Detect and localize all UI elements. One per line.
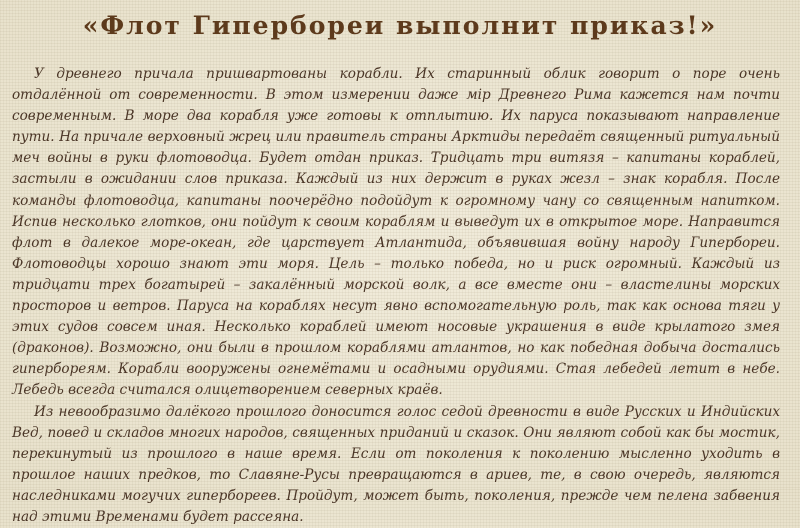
paragraph-1: У древнего причала пришвартованы корабли. Их старинный облик говорит о поре очень отдалённой от современности. В этом измерении даже мір Древнего Рима кажется нам почти современным. В море два корабля уже готовы к отплытию. Их паруса показывают направление пути. На причале верховный жрец или правитель страны Арктиды передаёт священный ритуальный меч войны в руки флотоводца. Будет отдан приказ. Тридцать три витязя – капитаны кораблей, застыли в ожидании слов приказа. Каждый из них держит в руках жезл – знак корабля. После команды флотоводца, капитаны поочерёдно подойдут к огромному чану со священным напитком. Испив несколько глотков, они пойдут к своим кораблям и выведут их в открытое море. Направится флот в далекое море-океан, где царствует Атлантида, объявившая войну народу Гипербореи. Флотоводцы хорошо знают эти моря. Цель – только победа, но и риск огромный. Каждый из тридцати трех богатырей – закалённый морской волк, а все вместе они – властелины морских просторов и ветров. Паруса на кораблях несут явно вспомогательную роль, так как основа тяги у этих судов совсем иная. Несколько кораблей имеют носовые украшения в виде крылатого змея (драконов). Возможно, они были в прошлом кораблями атлантов, но как победная добыча достались гипербореям. Корабли вооружены огнемётами и осадными орудиями. Стая лебедей летит в небе. Лебедь всегда считался олицетворением северных краёв. — [12, 64, 780, 402]
article-body — [12, 64, 780, 528]
page-title: «Флот Гипербореи выполнит приказ!» — [0, 8, 800, 44]
paragraph-2: Из невообразимо далёкого прошлого доносится голос седой древности в виде Русских и Индийских Вед, повед и складов многих народов, священных приданий и сказок. Они являют собой как бы мостик, перекинутый из прошлого в наше время. Если от поколения к поколению мысленно уходить в прошлое наших предков, то Славяне-Русы превращаются в ариев, те, в свою очередь, являются наследниками могучих гипербореев. Пройдут, может быть, поколения, прежде чем пелена забвения над этими Временами будет рассеяна. — [12, 402, 780, 528]
